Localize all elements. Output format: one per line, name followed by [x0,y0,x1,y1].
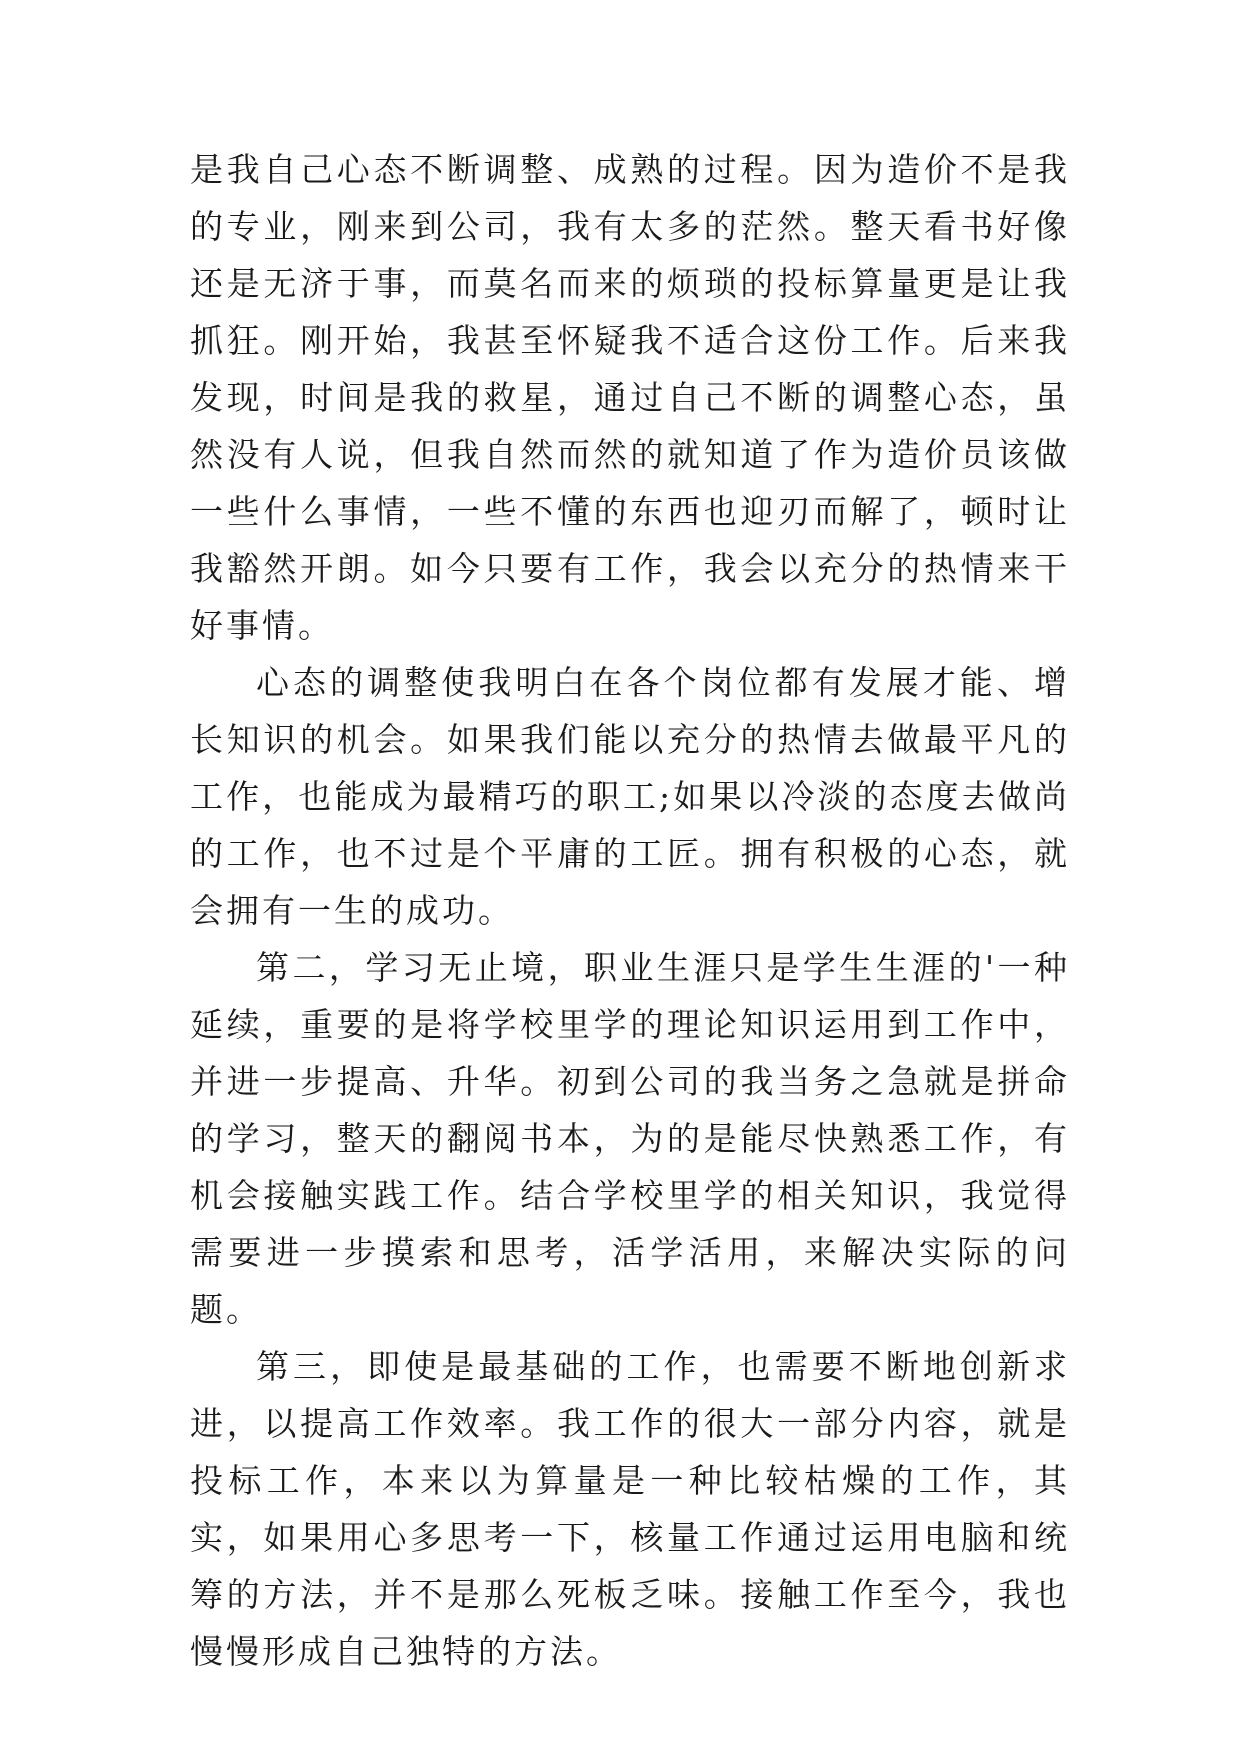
paragraph-4: 第三，即使是最基础的工作，也需要不断地创新求进，以提高工作效率。我工作的很大一部分内容，就是投标工作，本来以为算量是一种比较枯燥的工作，其实，如果用心多思考一下，核量工作通过运用电脑和统筹的方法，并不是那么死板乏味。接触工作至今，我也慢慢形成自己独特的方法。 [190,1347,1070,1671]
paragraph-3: 第二，学习无止境，职业生涯只是学生生涯的'一种延续，重要的是将学校里学的理论知识运用到工作中，并进一步提高、升华。初到公司的我当务之急就是拼命的学习，整天的翻阅书本，为的是能尽快熟悉工作，有机会接触实践工作。结合学校里学的相关知识，我觉得需要进一步摸索和思考，活学活用，来解决实际的问题。 [190,948,1070,1329]
paragraph-1: 是我自己心态不断调整、成熟的过程。因为造价不是我的专业，刚来到公司，我有太多的茫然。整天看书好像还是无济于事，而莫名而来的烦琐的投标算量更是让我抓狂。刚开始，我甚至怀疑我不适合这份工作。后来我发现，时间是我的救星，通过自己不断的调整心态，虽然没有人说，但我自然而然的就知道了作为造价员该做一些什么事情，一些不懂的东西也迎刃而解了，顿时让我豁然开朗。如今只要有工作，我会以充分的热情来干好事情。 [190,150,1070,645]
document-body [190,141,1070,1680]
paragraph-2: 心态的调整使我明白在各个岗位都有发展才能、增长知识的机会。如果我们能以充分的热情去做最平凡的工作，也能成为最精巧的职工;如果以冷淡的态度去做尚的工作，也不过是个平庸的工匠。拥有积极的心态，就会拥有一生的成功。 [190,663,1070,930]
